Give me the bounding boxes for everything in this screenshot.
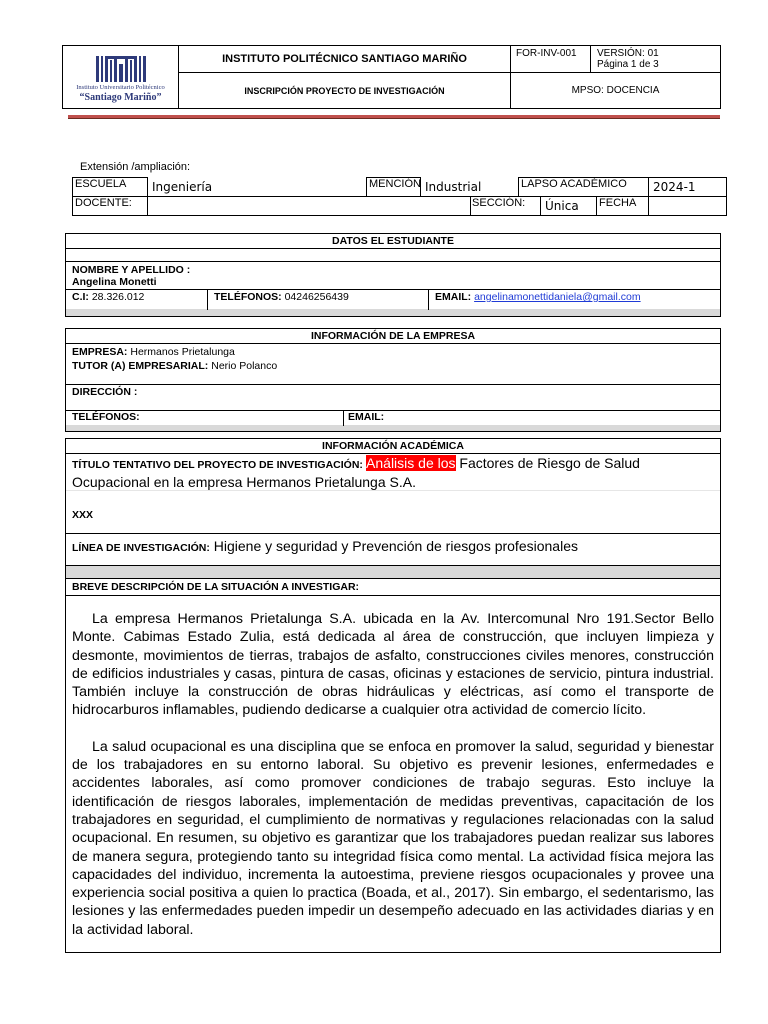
institute-logo (63, 46, 179, 109)
logo-emblem-icon (94, 54, 148, 84)
empresa-label: EMPRESA: (72, 346, 128, 358)
academic-title: INFORMACIÓN ACADÉMICA (322, 440, 464, 452)
xxx-text: XXX (72, 509, 94, 521)
student-contact-row (66, 289, 720, 309)
email-cell (435, 291, 641, 303)
ci-label: C.I: (72, 291, 89, 303)
research-line-value: Higiene y seguridad y Prevención de riesgos profesionales (213, 538, 578, 554)
student-section (65, 233, 721, 317)
logo-line-1: Instituto Universitario Politécnico (76, 83, 165, 91)
company-phone-label: TELÉFONOS: (72, 411, 140, 423)
fecha-label: FECHA (597, 197, 649, 216)
project-title-row (66, 453, 720, 490)
email-link[interactable]: angelinamonettidaniela@gmail.com (474, 291, 641, 303)
header-rule-dark (68, 118, 720, 119)
direccion-row (66, 384, 720, 410)
project-title-highlight: Análisis de los (366, 455, 456, 471)
company-info-row (66, 343, 720, 384)
name-value: Angelina Monetti (72, 276, 157, 288)
tutor-line (72, 359, 720, 373)
name-label: NOMBRE Y APELLIDO : (72, 264, 191, 276)
fecha-value (649, 197, 727, 216)
divider (428, 290, 429, 310)
ci-value: 28.326.012 (91, 291, 145, 303)
student-spacer-row (66, 248, 720, 261)
description-paragraph-2: La salud ocupacional es una disciplina que se enfoca en promover la salud, seguridad y bienestar de los trabajadores en su entorno laboral. Su objetivo es prevenir lesiones, enfermedades e accidentes laborales, así como promover condiciones de trabajo seguras. Esto incluye la identificación de riesgos laborales, implementación de medidas preventivas, capacitación de los trabajadores en seguridad, el cumplimiento de normativas y regulaciones relacionadas con la salud ocupacional. En resumen, su objetivo es garantizar que los trabajadores puedan realizar sus labores de manera segura, protegiendo tanto su integridad física como mental. La actividad física mejora las capacidades del individuo, incrementa la autoestima, previene riesgos ocupacionales y provee una experiencia social positiva a quien lo practica (Boada, et al., 2017). Sin embargo, el sedentarismo, las lesiones y las enfermedades pueden impedir un desempeño adecuado en las actividades diarias y en la actividad laboral. (72, 738, 714, 938)
description-title: BREVE DESCRIPCIÓN DE LA SITUACIÓN A INVESTIGAR: (72, 581, 360, 593)
section-gap-bar (65, 566, 721, 578)
general-info-table (72, 177, 727, 216)
phone-cell (214, 291, 349, 303)
extension-label: Extensión /ampliación: (80, 161, 191, 173)
mencion-label: MENCIÓN (367, 178, 421, 197)
escuela-value: Ingeniería (148, 178, 367, 197)
logo-line-2: “Santiago Mariño” (79, 91, 162, 103)
escuela-label: ESCUELA (73, 178, 148, 197)
form-subtitle: INSCRIPCIÓN PROYECTO DE INVESTIGACIÓN (179, 73, 511, 109)
phone-label: TELÉFONOS: (214, 291, 282, 303)
direccion-label: DIRECCIÓN : (72, 386, 138, 398)
project-title-rest: Factores de Riesgo de Salud Ocupacional en la empresa Hermanos Prietalunga S.A. (72, 455, 640, 490)
research-line-label: LÍNEA DE INVESTIGACIÓN: (72, 542, 210, 554)
form-code: FOR-INV-001 (511, 46, 591, 73)
institute-name: INSTITUTO POLITÉCNICO SANTIAGO MARIÑO (179, 46, 511, 73)
version-cell (591, 46, 721, 73)
project-title-label: TÍTULO TENTATIVO DEL PROYECTO DE INVESTIGACIÓN: (72, 459, 363, 471)
divider (207, 290, 208, 310)
description-body (72, 610, 714, 939)
description-paragraph-1: La empresa Hermanos Prietalunga S.A. ubicada en la Av. Intercomunal Nro 191.Sector Bello Monte. Cabimas Estado Zulia, está dedicada al área de construcción, que incluyen limpieza y desmonte, movimientos de tierras, trabajos de asfalto, construcciones civiles menores, construcción de edificios industriales y casas, pintura de casas, oficinas y estaciones de servicio, pintura industrial. También incluye la construcción de obras hidráulicas y eléctricas, así como el transporte de hidrocarburos inflamables, pudiendo dedicarse a cualquier otra actividad de comercio lícito. (72, 611, 714, 719)
divider (343, 411, 344, 426)
tutor-label: TUTOR (A) EMPRESARIAL: (72, 360, 209, 372)
email-label: EMAIL: (435, 291, 472, 303)
docente-label: DOCENTE: (73, 197, 148, 216)
docente-value (148, 197, 471, 216)
empresa-value: Hermanos Prietalunga (130, 346, 235, 358)
mpso-label: MPSO: DOCENCIA (511, 73, 721, 109)
document-header (62, 45, 721, 109)
faint-divider (66, 490, 720, 491)
description-section (65, 578, 721, 953)
mencion-value: Industrial (421, 178, 519, 197)
seccion-label: SECCIÓN: (471, 197, 541, 216)
academic-section (65, 438, 721, 566)
seccion-value: Única (541, 197, 597, 216)
lapso-label: LAPSO ACADÉMICO (519, 178, 649, 197)
academic-title-row (66, 439, 720, 453)
company-title: INFORMACIÓN DE LA EMPRESA (310, 330, 476, 342)
divider (66, 595, 720, 596)
company-section (65, 328, 721, 432)
student-title: DATOS EL ESTUDIANTE (332, 235, 454, 247)
ci-cell (72, 291, 144, 303)
company-email-label: EMAIL: (348, 411, 385, 423)
tutor-value: Nerio Polanco (211, 360, 278, 372)
company-title-row (66, 329, 720, 343)
student-name-row (66, 261, 720, 289)
lapso-value: 2024-1 (649, 178, 727, 197)
version-text: VERSIÓN: 01 (597, 48, 659, 59)
empresa-line (72, 345, 720, 359)
research-line-row (66, 533, 720, 566)
company-contact-row (66, 410, 720, 425)
student-title-row (66, 234, 720, 248)
phone-value: 04246256439 (284, 291, 349, 303)
page-count: Página 1 de 3 (597, 59, 659, 70)
